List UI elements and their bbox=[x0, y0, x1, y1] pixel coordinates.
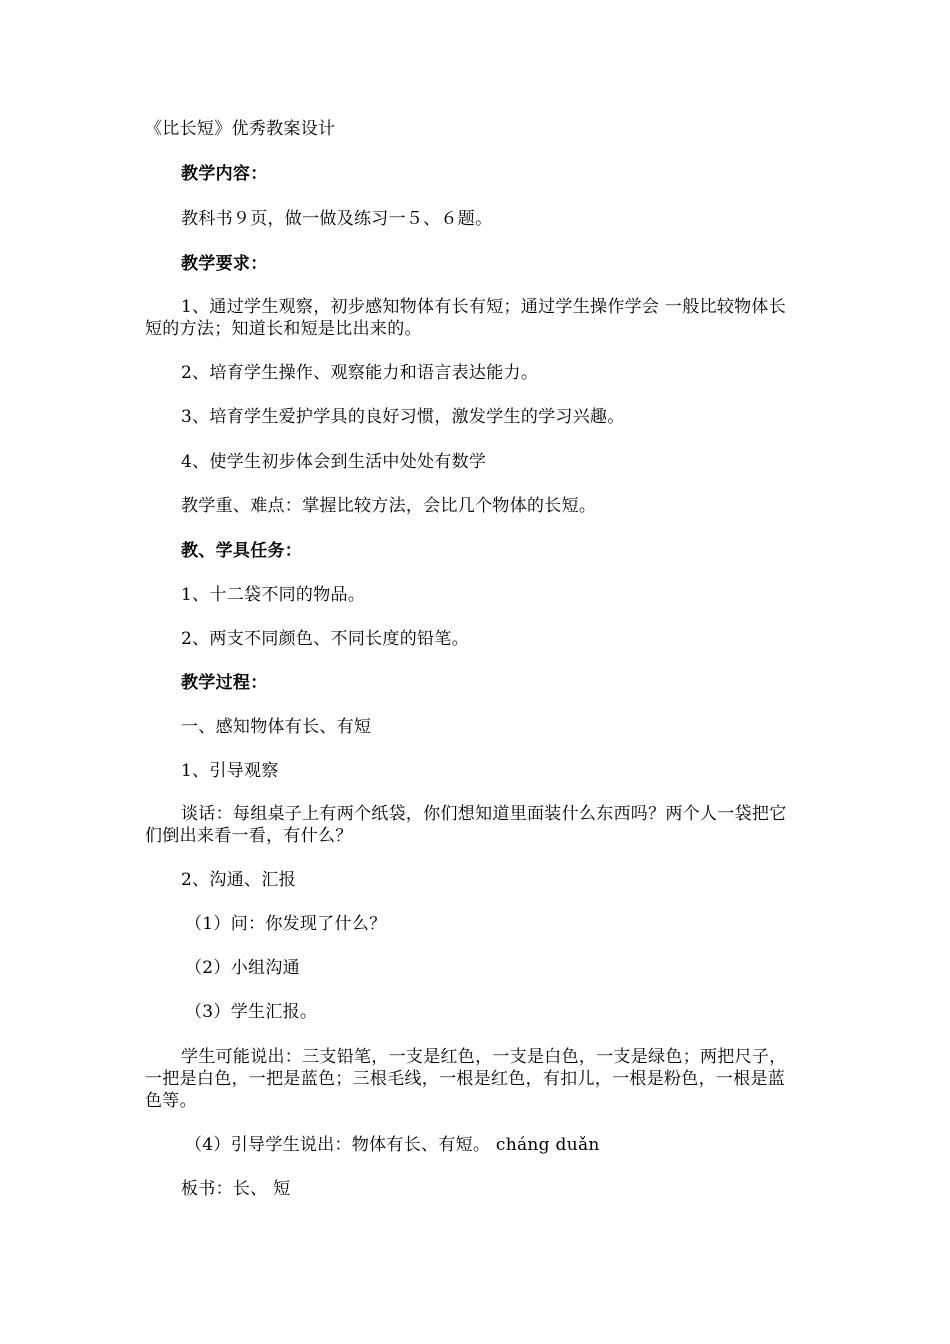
paragraph-sub-1: （1）问：你发现了什么？ bbox=[185, 914, 387, 934]
paragraph-sub-4: （4）引导学生说出：物体有长、有短。 cháng duǎn bbox=[185, 1135, 600, 1155]
paragraph-tool-1: 1、十二袋不同的物品。 bbox=[181, 585, 366, 605]
paragraph-sub-3: （3）学生汇报。 bbox=[185, 1002, 318, 1022]
paragraph-teaching-content: 教科书９页，做一做及练习一５、６题。 bbox=[181, 209, 493, 229]
paragraph-requirement-4: 4、使学生初步体会到生活中处处有数学 bbox=[181, 452, 487, 472]
heading-teaching-requirements: 教学要求： bbox=[181, 254, 268, 274]
paragraph-section-1: 一、感知物体有长、有短 bbox=[181, 717, 372, 737]
paragraph-talk: 谈话：每组桌子上有两个纸袋，你们想知道里面装什么东西吗？两个人一袋把它们倒出来看一看，有什么？ bbox=[145, 804, 787, 846]
paragraph-sub-2: （2）小组沟通 bbox=[185, 958, 300, 978]
paragraph-requirement-1: 1、通过学生观察，初步感知物体有长有短；通过学生操作学会 一般比较物体长短的方法；知道长和短是比出来的。 bbox=[145, 297, 787, 339]
heading-teaching-process: 教学过程： bbox=[181, 673, 268, 693]
paragraph-requirement-3: 3、培育学生爱护学具的良好习惯，激发学生的学习兴趣。 bbox=[181, 407, 625, 427]
paragraph-step-1: 1、引导观察 bbox=[181, 761, 279, 781]
document-title: 《比长短》优秀教案设计 bbox=[145, 119, 336, 139]
paragraph-requirement-2: 2、培育学生操作、观察能力和语言表达能力。 bbox=[181, 363, 539, 383]
paragraph-step-2: 2、沟通、汇报 bbox=[181, 870, 296, 890]
paragraph-tool-2: 2、两支不同颜色、不同长度的铅笔。 bbox=[181, 629, 469, 649]
paragraph-student-answer: 学生可能说出：三支铅笔，一支是红色，一支是白色，一支是绿色；两把尺子，一把是白色，一把是蓝色；三根毛线，一根是红色，有扣儿，一根是粉色，一根是蓝色等。 bbox=[145, 1047, 787, 1111]
heading-teaching-tools: 教、学具任务： bbox=[181, 541, 303, 561]
paragraph-board: 板书：长、 短 bbox=[181, 1179, 291, 1199]
heading-teaching-content: 教学内容： bbox=[181, 164, 268, 184]
paragraph-key-points: 教学重、难点：掌握比较方法，会比几个物体的长短。 bbox=[181, 496, 597, 516]
